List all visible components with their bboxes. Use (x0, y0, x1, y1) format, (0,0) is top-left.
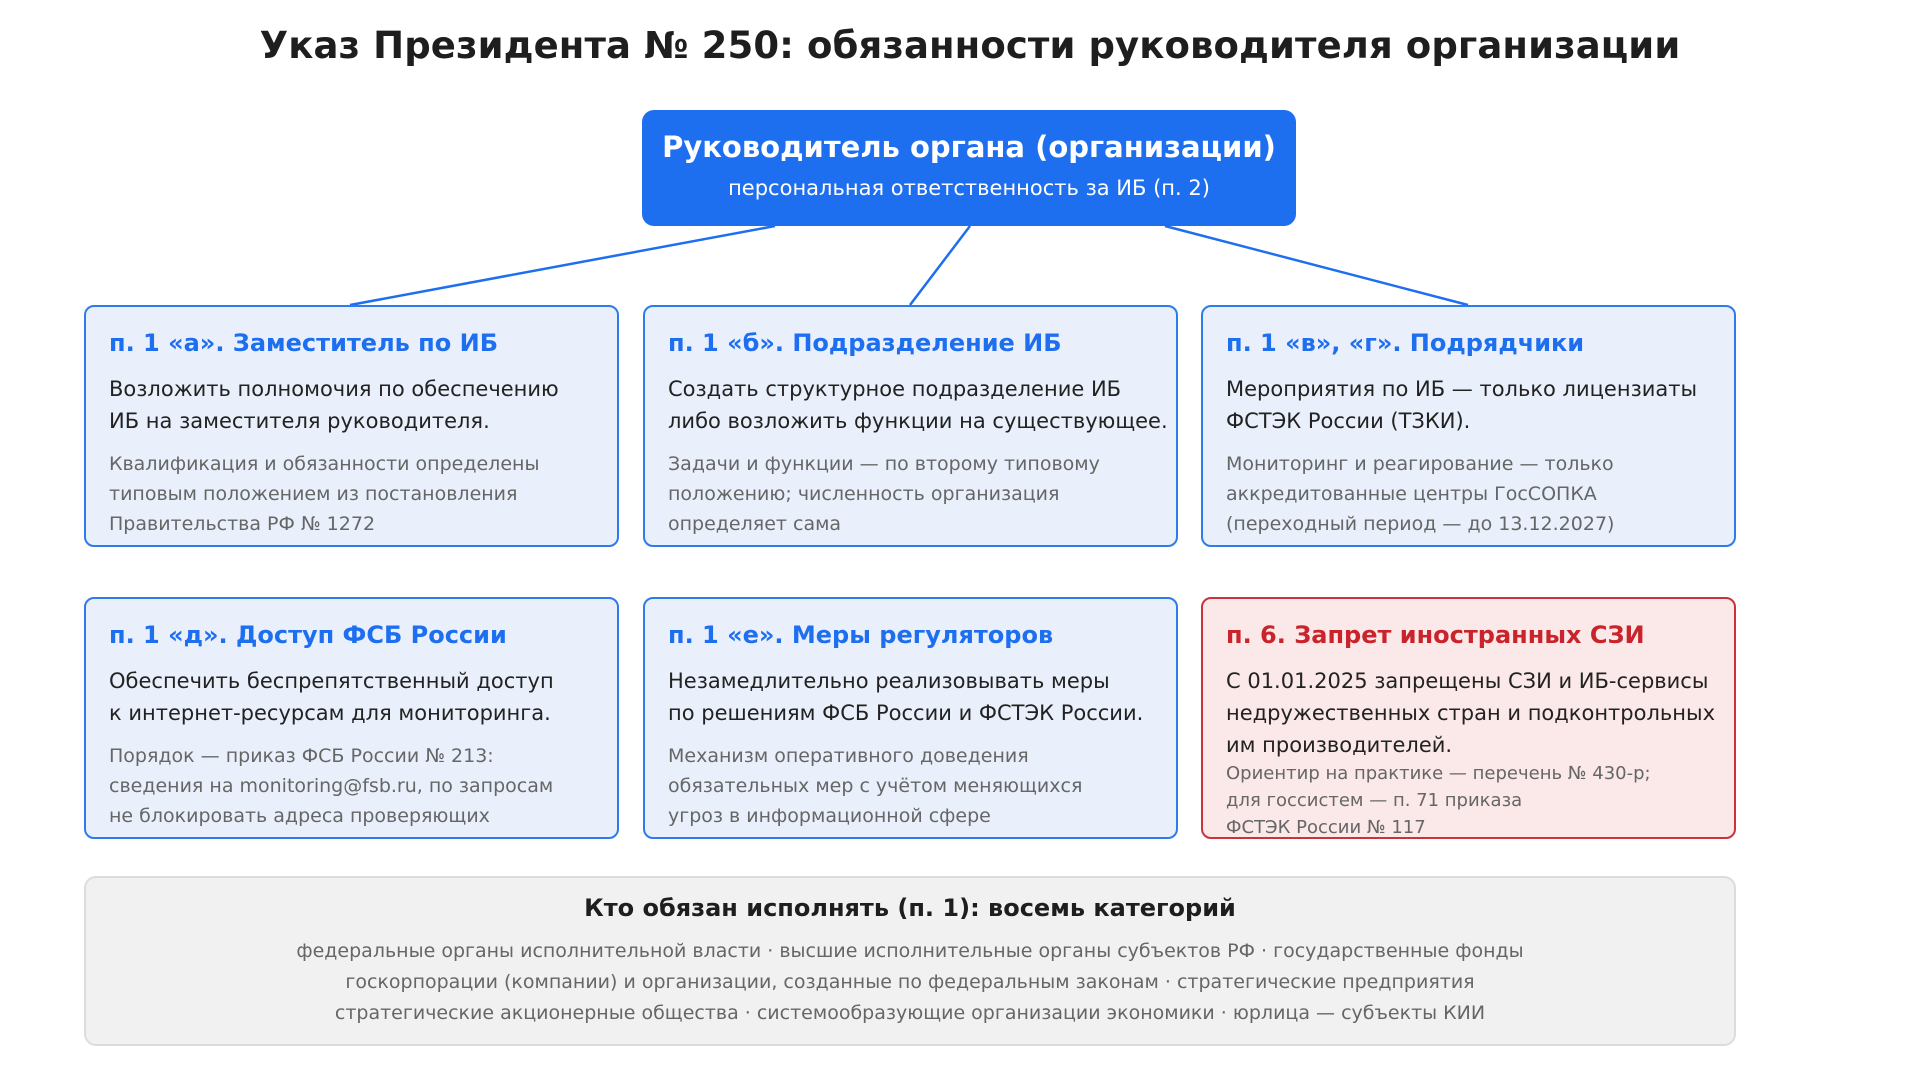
card-note: Механизм оперативного доведения обязательных мер с учётом меняющихся угроз в информационной сфере (668, 745, 1083, 827)
card-note: Задачи и функции — по второму типовому положению; численность организация определяет сама (668, 453, 1100, 535)
categories-line: стратегические акционерные общества · системообразующие организации экономики · юрлица — субъекты КИИ (334, 1002, 1486, 1024)
card-department (643, 305, 1178, 547)
card-title: п. 1 «в», «г». Подрядчики (1226, 329, 1585, 357)
card-title: п. 6. Запрет иностранных СЗИ (1226, 621, 1645, 649)
card-title: п. 1 «б». Подразделение ИБ (668, 329, 1062, 357)
card-foreign-szi-ban (1201, 597, 1736, 839)
connector-line-center (910, 226, 970, 305)
card-title: п. 1 «д». Доступ ФСБ России (109, 621, 507, 649)
categories-title: Кто обязан исполнять (п. 1): восемь категорий (584, 894, 1236, 922)
card-fsb-access (84, 597, 619, 839)
card-deputy (84, 305, 619, 547)
card-title: п. 1 «е». Меры регуляторов (668, 621, 1054, 649)
root-node (642, 110, 1296, 226)
connector-line-right (1165, 226, 1468, 305)
card-note: Квалификация и обязанности определены типовым положением из постановления Правительства РФ № 1272 (109, 453, 540, 535)
card-body: Мероприятия по ИБ — только лицензиаты ФСТЭК России (ТЗКИ). (1226, 377, 1698, 433)
root-node-title: Руководитель органа (организации) (662, 130, 1276, 164)
card-body: Создать структурное подразделение ИБ либо возложить функции на существующее. (668, 377, 1168, 433)
card-note: Мониторинг и реагирование — только аккредитованные центры ГосСОПКА (переходный период — до 13.12.2027) (1226, 453, 1615, 535)
connector-line-left (350, 226, 775, 305)
card-note: Порядок — приказ ФСБ России № 213: сведения на monitoring@fsb.ru, по запросам не блокировать адреса проверяющих (109, 745, 554, 827)
card-note: Ориентир на практике — перечень № 430-р; для госсистем — п. 71 приказа ФСТЭК России № 117 (1226, 763, 1651, 838)
card-title: п. 1 «а». Заместитель по ИБ (109, 329, 498, 357)
card-body: С 01.01.2025 запрещены СЗИ и ИБ-сервисы недружественных стран и подконтрольных им производителей. (1226, 669, 1715, 757)
categories-line: федеральные органы исполнительной власти · высшие исполнительные органы субъектов РФ · государственные фонды (296, 940, 1524, 962)
card-body: Обеспечить беспрепятственный доступ к интернет-ресурсам для мониторинга. (109, 669, 554, 725)
page-title: Указ Президента № 250: обязанности руководителя организации (259, 24, 1681, 67)
categories-line: госкорпорации (компании) и организации, созданные по федеральным законам · стратегические предприятия (345, 971, 1475, 993)
card-regulator-measures (643, 597, 1178, 839)
card-body: Незамедлительно реализовывать меры по решениям ФСБ России и ФСТЭК России. (668, 669, 1144, 725)
card-contractors (1201, 305, 1736, 547)
obligated-categories-panel (84, 876, 1736, 1046)
card-body: Возложить полномочия по обеспечению ИБ на заместителя руководителя. (109, 377, 559, 433)
root-node-subtitle: персональная ответственность за ИБ (п. 2) (728, 176, 1210, 200)
